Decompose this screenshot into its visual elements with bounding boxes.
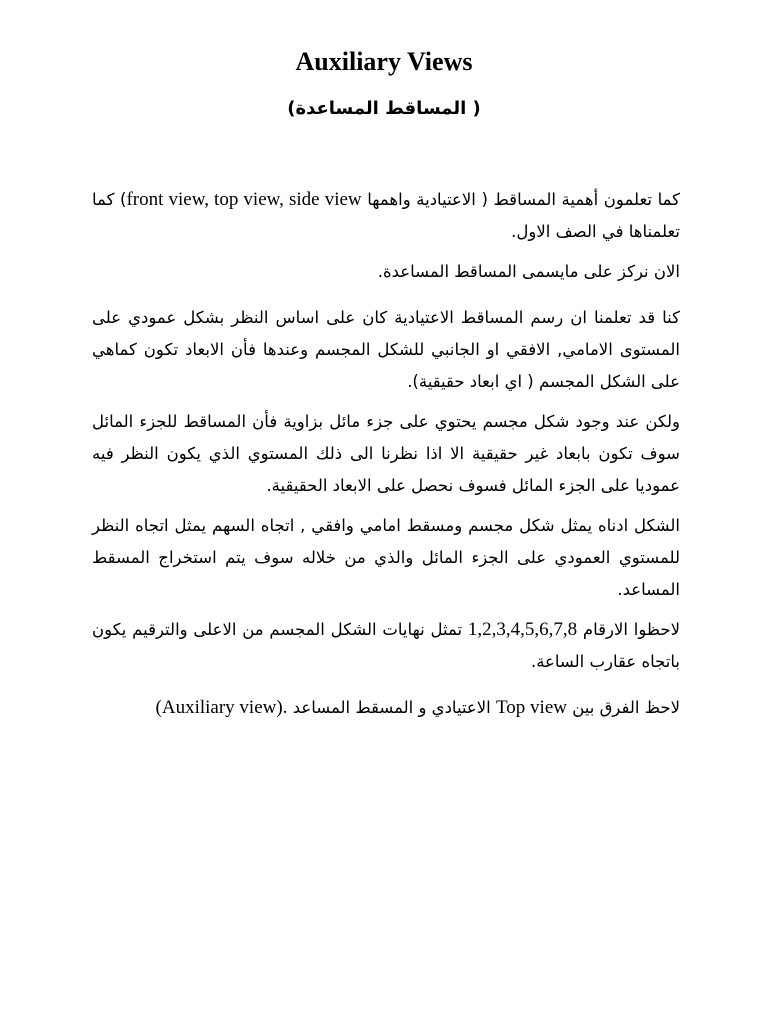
difference-top-view: Top view bbox=[496, 697, 567, 718]
paragraph-focus: الان نركز على مايسمى المساقط المساعدة. bbox=[377, 262, 680, 281]
numbering-digits: 1,2,3,4,5,6,7,8 bbox=[467, 619, 578, 640]
paragraph-regular-views: كنا قد تعلمنا ان رسم المساقط الاعتيادية كان على اساس النظر بشكل عمودي على المستوى الامامي, الافقي او الجانبي للشكل المجسم وعندها فأن الابعاد تكون كماهي على الشكل المجسم ( اي ابعاد حقيقية). bbox=[92, 308, 680, 391]
intro-view-names: front view, top view, side view bbox=[126, 189, 362, 210]
difference-auxiliary-view: (Auxiliary view). bbox=[155, 697, 288, 718]
difference-arabic-mid: الاعتيادي و المسقط المساعد bbox=[292, 698, 491, 717]
page-title: Auxiliary Views bbox=[295, 47, 473, 76]
paragraph-figure-description: الشكل ادناه يمثل شكل مجسم ومسقط امامي وافقي , اتجاه السهم يمثل اتجاه النظر للمستوي العمودي على الجزء المائل والذي من خلاله سوف يتم استخراج المسقط المساعد. bbox=[92, 516, 680, 599]
paragraph-numbering bbox=[92, 614, 680, 678]
paragraph-intro bbox=[92, 184, 680, 248]
numbering-arabic-end: تمثل نهايات الشكل المجسم من الاعلى والترقيم يكون باتجاه عقارب الساعة. bbox=[92, 620, 680, 671]
intro-arabic-start: كما تعلمون أهمية المساقط ( الاعتيادية واهمها bbox=[367, 190, 681, 209]
paragraph-difference bbox=[92, 692, 680, 724]
page-subtitle: ( المساقط المساعدة) bbox=[287, 98, 481, 119]
numbering-arabic-start: لاحظوا الارقام bbox=[582, 620, 680, 639]
paragraph-inclined-part: ولكن عند وجود شكل مجسم يحتوي على جزء مائل بزاوية فأن المساقط للجزء المائل سوف تكون بابعاد غير حقيقية الا اذا نظرنا الى ذلك المستوي الذي يكون النظر فيه عموديا على الجزء المائل فسوف نحصل على الابعاد الحقيقية. bbox=[92, 412, 680, 495]
intro-arabic-end: ) كما تعلمناها في الصف الاول. bbox=[92, 190, 680, 241]
difference-arabic-start: لاحظ الفرق بين bbox=[572, 698, 680, 717]
